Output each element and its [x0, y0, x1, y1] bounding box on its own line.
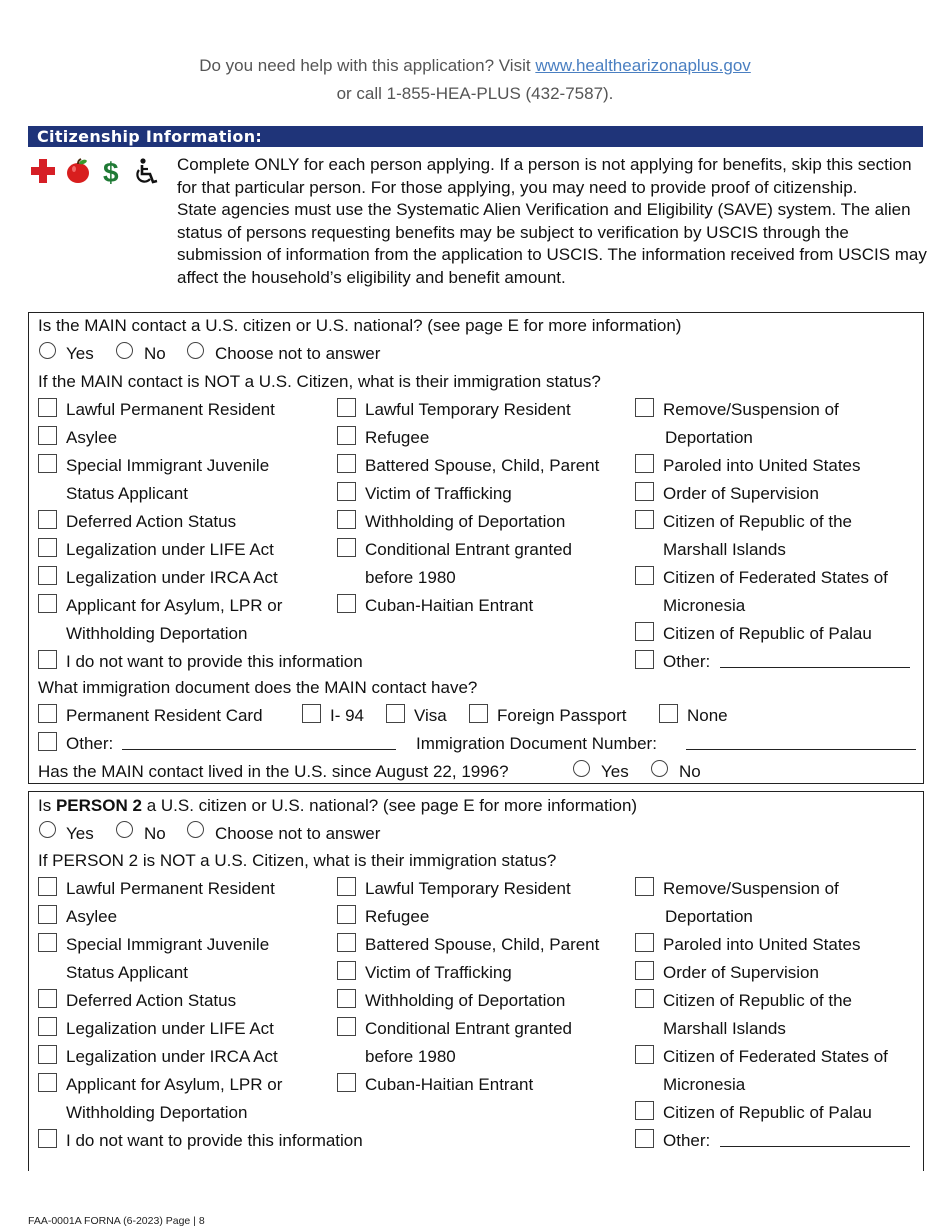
p2-status-conditional-entrant-checkbox[interactable] — [337, 1017, 356, 1036]
main-status-label: Battered Spouse, Child, Parent — [365, 456, 600, 475]
svg-text:$: $ — [103, 158, 119, 186]
main-status-trafficking-checkbox[interactable] — [337, 482, 356, 501]
person2-citizen-yes-label: Yes — [66, 824, 94, 843]
main-status-label: I do not want to provide this information — [66, 652, 363, 671]
main-status-other-checkbox[interactable] — [635, 650, 654, 669]
p2-status-label: Order of Supervision — [663, 963, 819, 982]
main-status-label: Cuban-Haitian Entrant — [365, 596, 534, 615]
p2-status-label: Other: — [663, 1131, 711, 1150]
main-status-label: Status Applicant — [66, 484, 188, 503]
main-status-label: Legalization under LIFE Act — [66, 540, 274, 559]
main-citizen-yes-radio[interactable] — [39, 342, 56, 359]
p2-status-label: Legalization under IRCA Act — [66, 1047, 278, 1066]
main-status-other-input[interactable] — [720, 667, 910, 668]
main-doc-i94-checkbox[interactable] — [302, 704, 321, 723]
p2-status-life-act-checkbox[interactable] — [38, 1017, 57, 1036]
help-phone: or call 1-855-HEA-PLUS (432-7587). — [336, 84, 614, 103]
p2-status-refugee-checkbox[interactable] — [337, 905, 356, 924]
main-doc-visa-checkbox[interactable] — [386, 704, 405, 723]
p2-status-other-input[interactable] — [720, 1146, 910, 1147]
p2-status-trafficking-checkbox[interactable] — [337, 961, 356, 980]
main-lived-yes-radio[interactable] — [573, 760, 590, 777]
p2-status-remove-suspension-checkbox[interactable] — [635, 877, 654, 896]
p2-status-label: Refugee — [365, 907, 430, 926]
main-doc-other-checkbox[interactable] — [38, 732, 57, 751]
program-icons — [30, 158, 170, 188]
p2-status-label: Paroled into United States — [663, 935, 861, 954]
person2-citizen-decline-radio[interactable] — [187, 821, 204, 838]
person2-citizen-decline-label: Choose not to answer — [215, 824, 381, 843]
main-doc-passport-checkbox[interactable] — [469, 704, 488, 723]
p2-status-irca-act-checkbox[interactable] — [38, 1045, 57, 1064]
main-doc-label: Visa — [414, 706, 447, 725]
p2-status-label: Victim of Trafficking — [365, 963, 512, 982]
main-citizen-decline-label: Choose not to answer — [215, 344, 381, 363]
p2-status-supervision-checkbox[interactable] — [635, 961, 654, 980]
p2-status-label: I do not want to provide this information — [66, 1131, 363, 1150]
help-link[interactable]: www.healthearizonaplus.gov — [535, 56, 751, 75]
main-doc-number-input[interactable] — [686, 749, 916, 750]
person2-question-suffix: a U.S. citizen or U.S. national? (see page E for more information) — [146, 796, 638, 815]
p2-status-cuban-haitian-checkbox[interactable] — [337, 1073, 356, 1092]
main-status-label: Special Immigrant Juvenile — [66, 456, 270, 475]
main-document-question: What immigration document does the MAIN contact have? — [38, 678, 478, 697]
main-status-life-act-checkbox[interactable] — [38, 538, 57, 557]
p2-status-lawful-temporary-checkbox[interactable] — [337, 877, 356, 896]
main-status-decline-checkbox[interactable] — [38, 650, 57, 669]
main-doc-permanent-card-checkbox[interactable] — [38, 704, 57, 723]
main-doc-label: Foreign Passport — [497, 706, 627, 725]
main-citizen-decline-radio[interactable] — [187, 342, 204, 359]
p2-status-label: Micronesia — [663, 1075, 746, 1094]
p2-status-other-checkbox[interactable] — [635, 1129, 654, 1148]
intro-text — [177, 154, 927, 289]
main-status-label: Withholding Deportation — [66, 624, 248, 643]
person2-citizen-no-radio[interactable] — [116, 821, 133, 838]
main-status-label: Lawful Temporary Resident — [365, 400, 571, 419]
p2-status-label: Battered Spouse, Child, Parent — [365, 935, 600, 954]
person2-citizen-question — [38, 796, 637, 816]
main-lived-no-radio[interactable] — [651, 760, 668, 777]
main-status-label: Citizen of Republic of Palau — [663, 624, 872, 643]
p2-status-label: Legalization under LIFE Act — [66, 1019, 274, 1038]
person2-citizen-no-label: No — [144, 824, 166, 843]
main-doc-none-checkbox[interactable] — [659, 704, 678, 723]
p2-status-label: Asylee — [66, 907, 118, 926]
p2-status-label: Marshall Islands — [663, 1019, 786, 1038]
p2-status-label: Conditional Entrant granted — [365, 1019, 572, 1038]
help-notice — [0, 52, 950, 108]
main-status-asylum-applicant-checkbox[interactable] — [38, 594, 57, 613]
main-lived-no-label: No — [679, 762, 701, 781]
main-status-label: Remove/Suspension of — [663, 400, 839, 419]
p2-status-label: Lawful Permanent Resident — [66, 879, 275, 898]
p2-status-label: Citizen of Federated States of — [663, 1047, 888, 1066]
main-status-label: Deportation — [665, 428, 753, 447]
main-status-lawful-permanent-checkbox[interactable] — [38, 398, 57, 417]
main-status-label: Applicant for Asylum, LPR or — [66, 596, 283, 615]
main-status-asylee-checkbox[interactable] — [38, 426, 57, 445]
main-status-label: Paroled into United States — [663, 456, 861, 475]
main-status-label: Marshall Islands — [663, 540, 786, 559]
main-status-label: Conditional Entrant granted — [365, 540, 572, 559]
p2-status-asylum-applicant-checkbox[interactable] — [38, 1073, 57, 1092]
p2-status-micronesia-checkbox[interactable] — [635, 1045, 654, 1064]
main-status-cuban-haitian-checkbox[interactable] — [337, 594, 356, 613]
main-status-label: Other: — [663, 652, 711, 671]
p2-status-decline-checkbox[interactable] — [38, 1129, 57, 1148]
p2-status-marshall-islands-checkbox[interactable] — [635, 989, 654, 1008]
main-status-lawful-temporary-checkbox[interactable] — [337, 398, 356, 417]
p2-status-palau-checkbox[interactable] — [635, 1101, 654, 1120]
p2-status-label: Remove/Suspension of — [663, 879, 839, 898]
main-status-deferred-checkbox[interactable] — [38, 510, 57, 529]
p2-status-label: Cuban-Haitian Entrant — [365, 1075, 534, 1094]
main-status-label: Asylee — [66, 428, 118, 447]
main-status-marshall-islands-checkbox[interactable] — [635, 510, 654, 529]
person2-citizen-yes-radio[interactable] — [39, 821, 56, 838]
main-status-juvenile-checkbox[interactable] — [38, 454, 57, 473]
main-status-label: Citizen of Federated States of — [663, 568, 888, 587]
p2-status-label: Special Immigrant Juvenile — [66, 935, 270, 954]
main-status-label: Order of Supervision — [663, 484, 819, 503]
main-doc-other-input[interactable] — [122, 749, 396, 750]
main-status-conditional-entrant-checkbox[interactable] — [337, 538, 356, 557]
main-status-paroled-checkbox[interactable] — [635, 454, 654, 473]
help-text: Do you need help with this application? Visit — [199, 56, 531, 75]
p2-status-label: Citizen of Republic of Palau — [663, 1103, 872, 1122]
p2-status-asylee-checkbox[interactable] — [38, 905, 57, 924]
main-status-question: If the MAIN contact is NOT a U.S. Citizen, what is their immigration status? — [38, 372, 601, 391]
main-status-label: Citizen of Republic of the — [663, 512, 852, 531]
main-status-label: Refugee — [365, 428, 430, 447]
p2-status-label: Deportation — [665, 907, 753, 926]
main-status-irca-act-checkbox[interactable] — [38, 566, 57, 585]
page-footer: FAA-0001A FORNA (6-2023) Page | 8 — [28, 1215, 205, 1227]
main-citizen-question: Is the MAIN contact a U.S. citizen or U.S. national? (see page E for more information) — [38, 316, 682, 335]
intro-paragraph-1: Complete ONLY for each person applying. If a person is not applying for benefits, skip this section for that particular person. For those applying, you may need to provide proof of citizenship. — [177, 155, 912, 197]
main-lived-question: Has the MAIN contact lived in the U.S. since August 22, 1996? — [38, 762, 509, 781]
main-doc-label: I- 94 — [330, 706, 365, 725]
main-citizen-no-radio[interactable] — [116, 342, 133, 359]
main-status-withholding-checkbox[interactable] — [337, 510, 356, 529]
main-doc-other-label: Other: — [66, 734, 114, 753]
p2-status-label: Withholding of Deportation — [365, 991, 566, 1010]
main-status-label: Withholding of Deportation — [365, 512, 566, 531]
p2-status-withholding-checkbox[interactable] — [337, 989, 356, 1008]
medical-cross-icon — [30, 158, 56, 184]
p2-status-deferred-checkbox[interactable] — [38, 989, 57, 1008]
main-status-label: Deferred Action Status — [66, 512, 237, 531]
main-status-micronesia-checkbox[interactable] — [635, 566, 654, 585]
person2-label: PERSON 2 — [55, 796, 142, 815]
main-status-label: Micronesia — [663, 596, 746, 615]
main-status-battered-checkbox[interactable] — [337, 454, 356, 473]
main-status-label: Victim of Trafficking — [365, 484, 512, 503]
intro-paragraph-2: State agencies must use the Systematic Alien Verification and Eligibility (SAVE) system. The alien status of persons requesting benefits may be subject to verification by USCIS through the submission of information from the application to USCIS. The information received from USCIS may affect the household’s eligibility and benefit amount. — [177, 200, 927, 287]
main-status-label: Lawful Permanent Resident — [66, 400, 275, 419]
wheelchair-icon — [134, 158, 160, 186]
p2-status-label: Withholding Deportation — [66, 1103, 248, 1122]
main-status-label: before 1980 — [365, 568, 456, 587]
p2-status-juvenile-checkbox[interactable] — [38, 933, 57, 952]
main-doc-label: None — [687, 706, 728, 725]
main-doc-label: Permanent Resident Card — [66, 706, 263, 725]
p2-status-label: Status Applicant — [66, 963, 188, 982]
main-status-label: Legalization under IRCA Act — [66, 568, 278, 587]
main-status-supervision-checkbox[interactable] — [635, 482, 654, 501]
p2-status-paroled-checkbox[interactable] — [635, 933, 654, 952]
p2-status-label: Lawful Temporary Resident — [365, 879, 571, 898]
main-status-refugee-checkbox[interactable] — [337, 426, 356, 445]
main-citizen-no-label: No — [144, 344, 166, 363]
p2-status-battered-checkbox[interactable] — [337, 933, 356, 952]
main-citizen-yes-label: Yes — [66, 344, 94, 363]
section-title: Citizenship Information: — [28, 126, 923, 147]
dollar-icon — [102, 158, 124, 186]
person2-question-prefix: Is — [38, 796, 52, 815]
p2-status-label: Deferred Action Status — [66, 991, 237, 1010]
person2-status-question: If PERSON 2 is NOT a U.S. Citizen, what is their immigration status? — [38, 851, 557, 870]
main-doc-number-label: Immigration Document Number: — [416, 734, 657, 753]
main-lived-yes-label: Yes — [601, 762, 629, 781]
apple-icon — [65, 158, 91, 184]
main-status-remove-suspension-checkbox[interactable] — [635, 398, 654, 417]
main-status-palau-checkbox[interactable] — [635, 622, 654, 641]
p2-status-label: Applicant for Asylum, LPR or — [66, 1075, 283, 1094]
p2-status-lawful-permanent-checkbox[interactable] — [38, 877, 57, 896]
p2-status-label: before 1980 — [365, 1047, 456, 1066]
p2-status-label: Citizen of Republic of the — [663, 991, 852, 1010]
